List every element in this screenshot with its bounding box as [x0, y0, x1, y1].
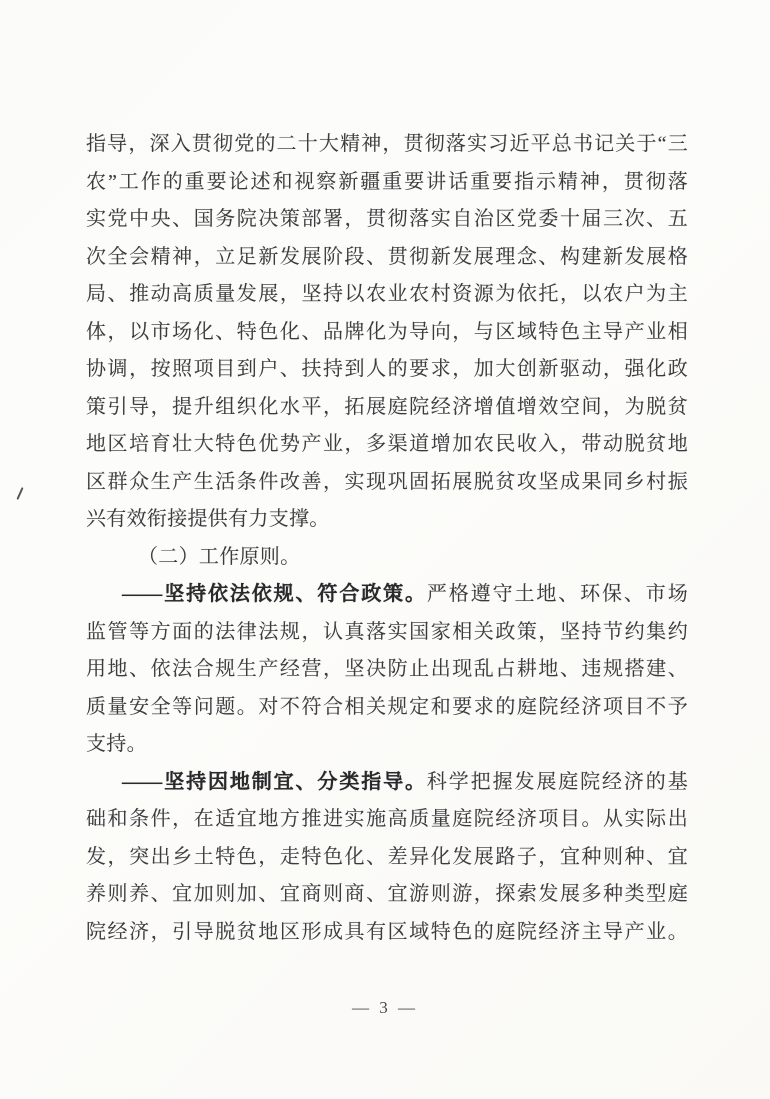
text-line	[86, 764, 688, 802]
text-line	[86, 464, 688, 502]
page-number: — 3 —	[352, 998, 418, 1017]
text-line	[86, 351, 688, 389]
text-line	[86, 614, 688, 652]
body-text-segment: 区群众生产生活条件改善，实现巩固拓展脱贫攻坚成果同乡村振	[86, 470, 688, 493]
text-line	[86, 539, 688, 577]
text-line	[86, 164, 688, 202]
text-line	[86, 201, 688, 239]
text-line	[86, 876, 688, 914]
stray-pen-mark	[16, 487, 23, 500]
text-line	[86, 501, 688, 539]
body-text-segment: 严格遵守土地、环保、市场	[426, 583, 688, 605]
body-text-segment: 指导，深入贯彻党的二十大精神，贯彻落实习近平总书记关于“三	[86, 133, 688, 155]
text-line	[86, 126, 688, 164]
body-text-segment: 协调，按照项目到户、扶持到人的要求，加大创新驱动，强化政	[86, 358, 688, 380]
body-text-segment: 养则养、宜加则加、宜商则商、宜游则游，探索发展多种类型庭	[86, 883, 688, 905]
body-text-segment: 农”工作的重要论述和视察新疆重要讲话重要指示精神，贯彻落	[86, 170, 688, 193]
body-text-segment: 用地、依法合规生产经营，坚决防止出现乱占耕地、违规搭建、	[86, 658, 688, 680]
body-text-segment: 发，突出乡土特色，走特色化、差异化发展路子，宜种则种、宜	[86, 845, 688, 868]
text-line	[86, 801, 688, 839]
body-text-segment: 兴有效衔接提供有力支撑。	[86, 508, 330, 530]
text-line	[86, 426, 688, 464]
emphasis-lead-in: ——坚持依法依规、符合政策。	[122, 583, 427, 605]
body-text-segment: 质量安全等问题。对不符合相关规定和要求的庭院经济项目不予	[86, 695, 688, 718]
body-text-block	[86, 126, 688, 951]
emphasis-lead-in: ——坚持因地制宜、分类指导。	[122, 770, 427, 793]
text-line	[86, 726, 688, 764]
text-line	[86, 839, 688, 877]
text-line	[86, 576, 688, 614]
body-text-segment: 院经济，引导脱贫地区形成具有区域特色的庭院经济主导产业。	[86, 920, 688, 943]
body-text-segment: 地区培育壮大特色优势产业，多渠道增加农民收入，带动脱贫地	[86, 433, 688, 455]
text-line	[86, 239, 688, 277]
body-text-segment: 局、推动高质量发展，坚持以农业农村资源为依托，以农户为主	[86, 283, 688, 305]
body-text-segment: 策引导，提升组织化水平，拓展庭院经济增值增效空间，为脱贫	[86, 395, 688, 418]
body-text-segment: 体，以市场化、特色化、品牌化为导向，与区域特色主导产业相	[86, 320, 688, 343]
text-line	[86, 689, 688, 727]
text-line	[86, 651, 688, 689]
body-text-segment: 实党中央、国务院决策部署，贯彻落实自治区党委十届三次、五	[86, 208, 688, 230]
body-text-segment: 支持。	[86, 733, 147, 755]
text-line	[86, 914, 688, 952]
text-line	[86, 389, 688, 427]
body-text-segment: 监管等方面的法律法规，认真落实国家相关政策，坚持节约集约	[86, 620, 688, 643]
body-text-segment: （二）工作原则。	[138, 545, 301, 568]
text-line	[86, 276, 688, 314]
text-line	[86, 314, 688, 352]
body-text-segment: 础和条件，在适宜地方推进实施高质量庭院经济项目。从实际出	[86, 808, 688, 830]
body-text-segment: 次全会精神，立足新发展阶段、贯彻新发展理念、构建新发展格	[86, 245, 688, 268]
body-text-segment: 科学把握发展庭院经济的基	[426, 770, 688, 793]
